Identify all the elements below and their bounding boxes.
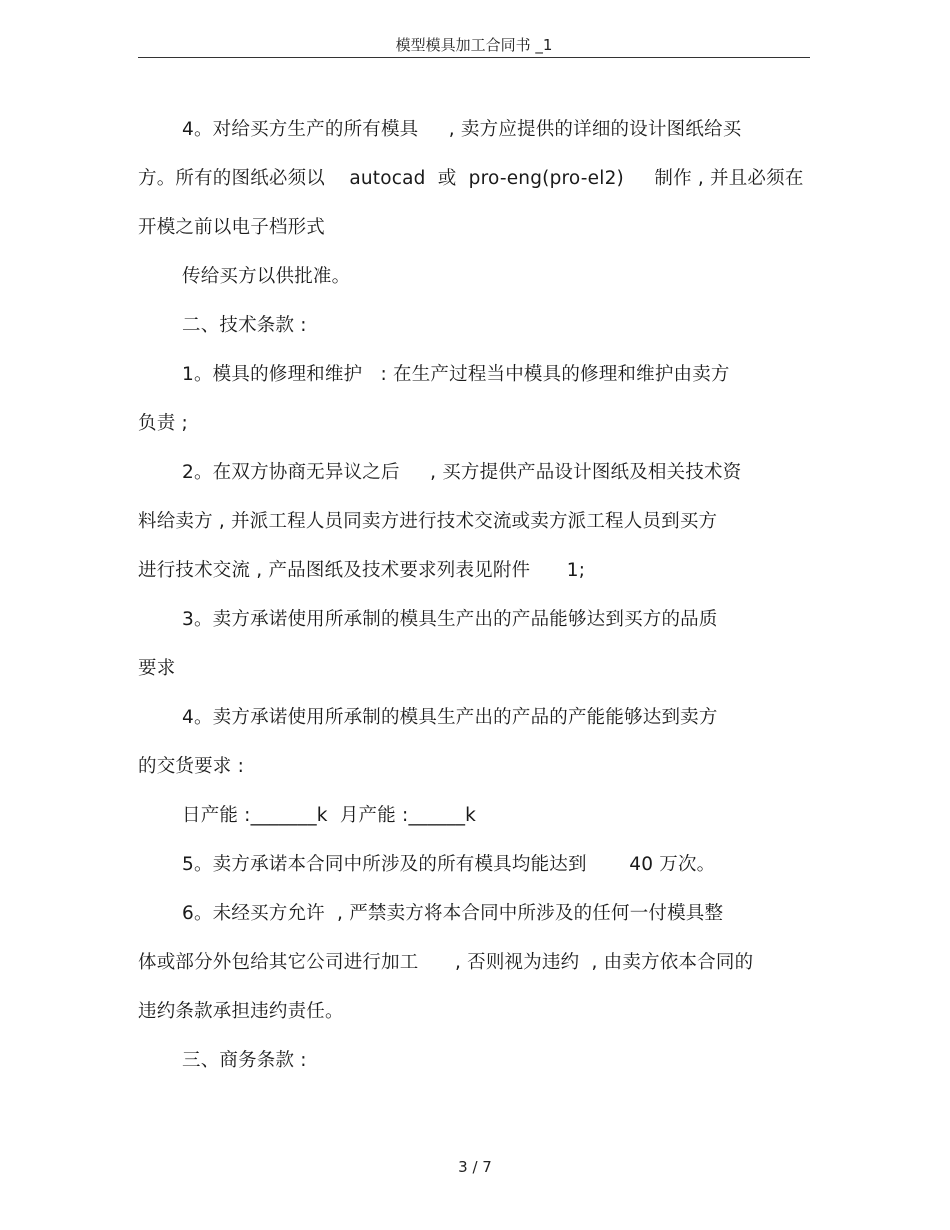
text-line: 4。卖方承诺使用所承制的模具生产出的产品的产能能够达到卖方 [182, 707, 718, 728]
text-line: 1。模具的修理和维护 : 在生产过程当中模具的修理和维护由卖方 [182, 364, 730, 385]
text-line: 方。所有的图纸必须以 autocad 或 pro-eng(pro-el2) 制作 , 并且必须在 [138, 168, 804, 189]
text-line: 进行技术交流 , 产品图纸及技术要求列表见附件 1; [138, 560, 586, 581]
document-body [138, 105, 810, 1085]
text-line: 3。卖方承诺使用所承制的模具生产出的产品能够达到买方的品质 [182, 609, 718, 630]
text-line: 日产能 :_______k 月产能 :______k [182, 805, 477, 826]
text-line: 6。未经买方允许 , 严禁卖方将本合同中所涉及的任何一付模具整 [182, 903, 724, 924]
text-line: 4。对给买方生产的所有模具 , 卖方应提供的详细的设计图纸给买 [182, 119, 742, 140]
text-line: 三、商务条款 : [182, 1050, 307, 1071]
text-line: 5。卖方承诺本合同中所涉及的所有模具均能达到 40 万次。 [182, 854, 716, 875]
text-line: 要求 [138, 658, 176, 679]
text-line: 传给买方以供批准。 [182, 266, 351, 287]
text-line: 二、技术条款 : [182, 315, 307, 336]
text-line: 2。在双方协商无异议之后 , 买方提供产品设计图纸及相关技术资 [182, 462, 742, 483]
header-divider [138, 57, 810, 58]
page-header-title: 模型模具加工合同书 _1 [395, 36, 553, 54]
page-number: 3 / 7 [458, 1158, 492, 1176]
text-line: 开模之前以电子档形式 [138, 217, 326, 238]
text-line: 料给卖方 , 并派工程人员同卖方进行技术交流或卖方派工程人员到买方 [138, 511, 718, 532]
text-line: 的交货要求 : [138, 756, 245, 777]
text-line: 负责 ; [138, 413, 188, 434]
text-line: 违约条款承担违约责任。 [138, 1001, 344, 1022]
text-line: 体或部分外包给其它公司进行加工 , 否则视为违约 , 由卖方依本合同的 [138, 952, 754, 973]
